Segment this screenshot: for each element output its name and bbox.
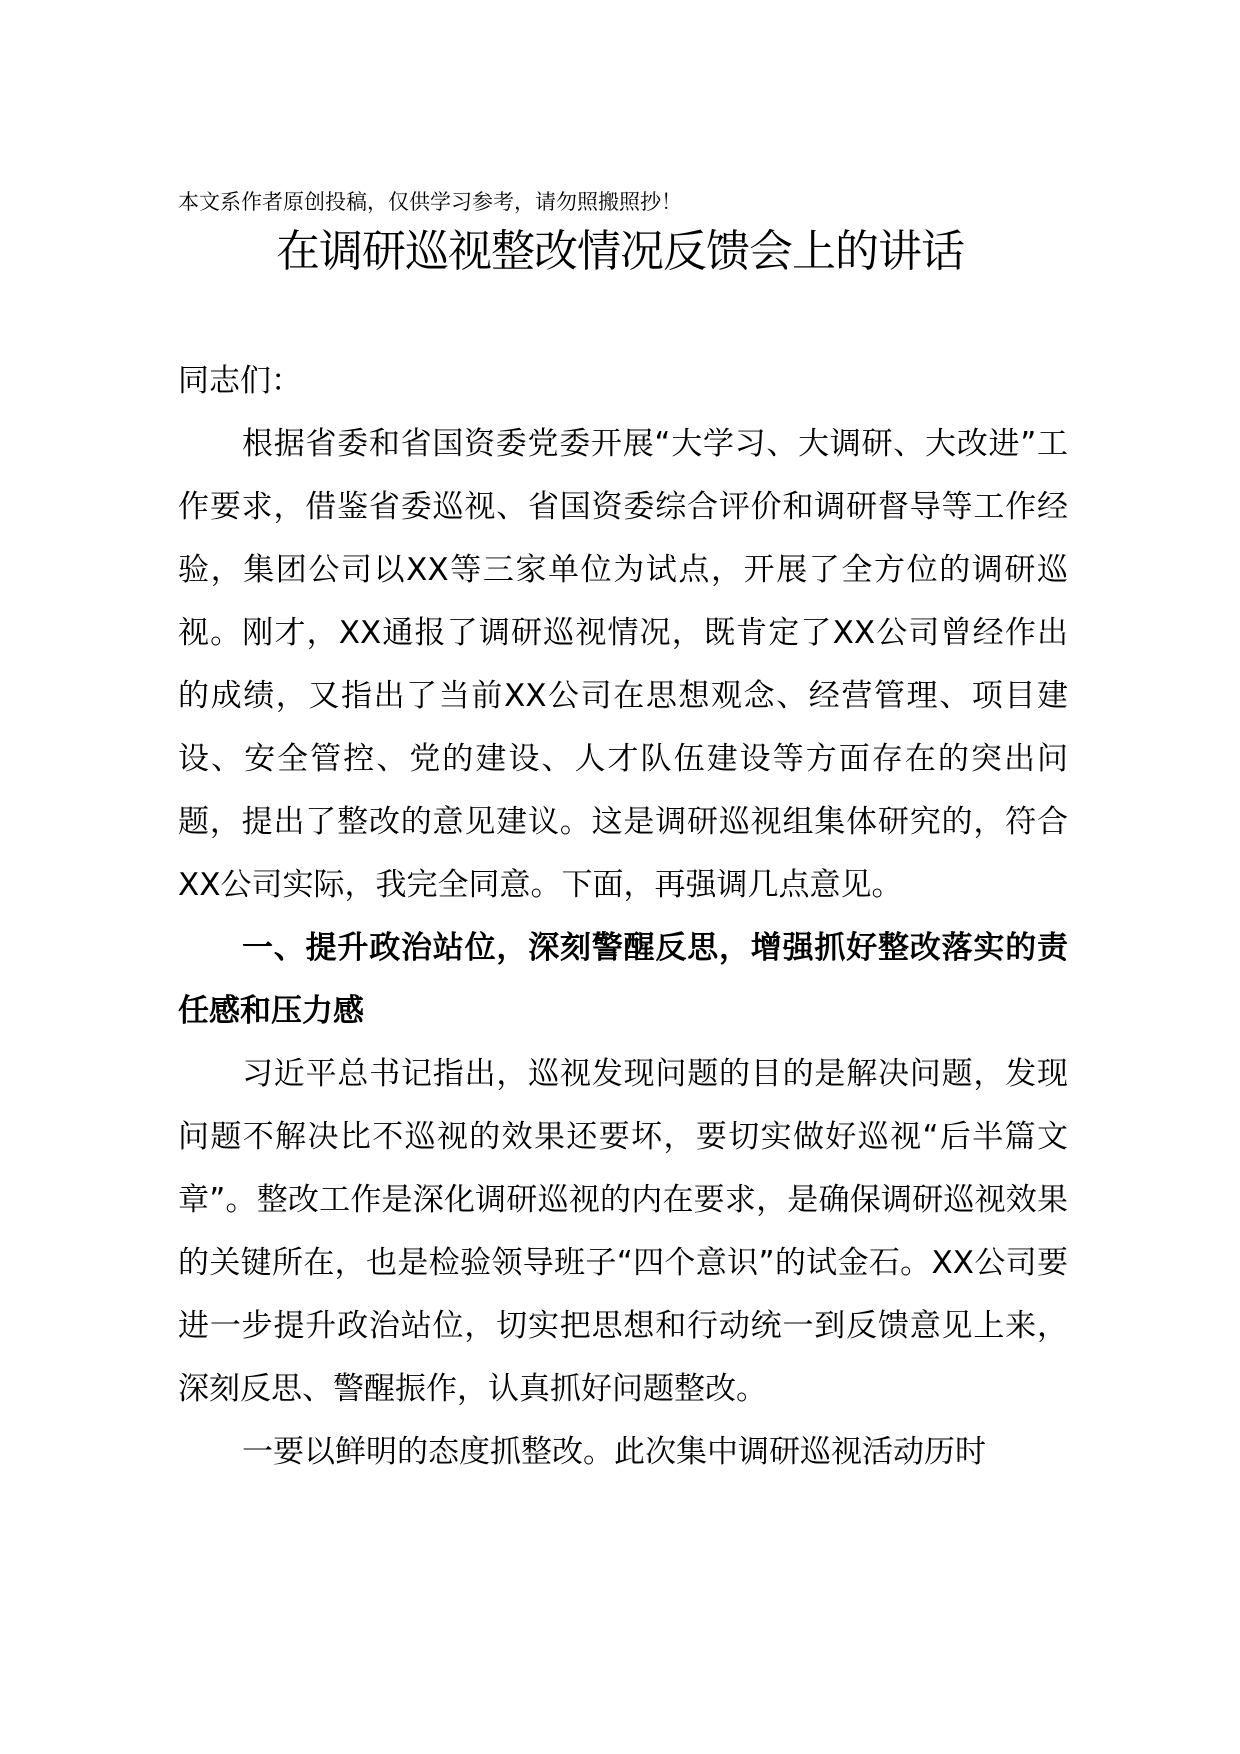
section-heading-1: 一、提升政治站位，深刻警醒反思，增强抓好整改落实的责任感和压力感	[178, 930, 1068, 1029]
document-body	[178, 350, 1068, 1484]
paragraph-point-1: 一要以鲜明的态度抓整改。此次集中调研巡视活动历时	[242, 1434, 986, 1470]
paragraph-intro: 根据省委和省国资委党委开展“大学习、大调研、大改进”工作要求，借鉴省委巡视、省国资委综合评价和调研督导等工作经验，集团公司以XX等三家单位为试点，开展了全方位的调研巡视。刚才，XX通报了调研巡视情况，既肯定了XX公司曾经作出的成绩，又指出了当前XX公司在思想观念、经营管理、项目建设、安全管控、党的建设、人才队伍建设等方面存在的突出问题，提出了整改的意见建议。这是调研巡视组集体研究的，符合XX公司实际，我完全同意。下面，再强调几点意见。	[178, 426, 1068, 903]
document-title: 在调研巡视整改情况反馈会上的讲话	[276, 226, 964, 277]
paragraph-section-1: 习近平总书记指出，巡视发现问题的目的是解决问题，发现问题不解决比不巡视的效果还要坏，要切实做好巡视“后半篇文章”。整改工作是深化调研巡视的内在要求，是确保调研巡视效果的关键所在，也是检验领导班子“四个意识”的试金石。XX公司要进一步提升政治站位，切实把思想和行动统一到反馈意见上来，深刻反思、警醒振作，认真抓好问题整改。	[178, 1056, 1068, 1407]
copyright-notice: 本文系作者原创投稿，仅供学习参考，请勿照搬照抄！	[178, 190, 682, 214]
salutation: 同志们：	[178, 363, 302, 399]
